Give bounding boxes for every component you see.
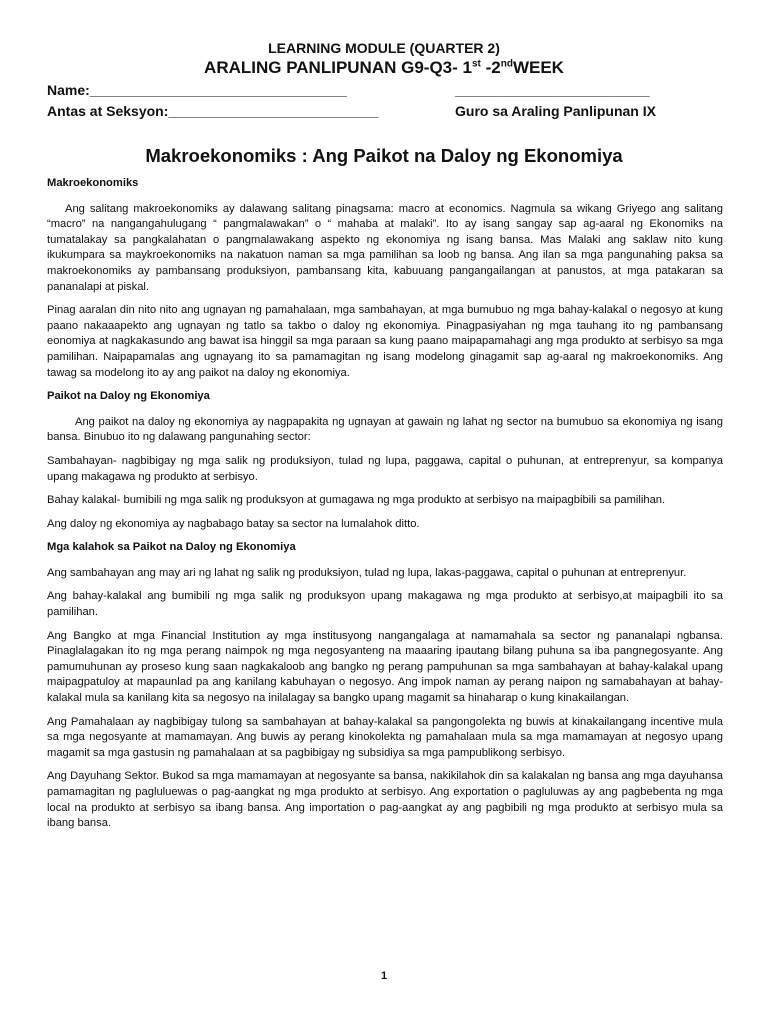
section-field[interactable]: Antas at Seksyon:___________________________ <box>47 103 379 119</box>
paragraph: Ang Dayuhang Sektor. Bukod sa mga mamamayan at negosyante sa bansa, nakikilahok din sa kalakalan ng bansa ang mga dayuhansa pamamagitan ng pagluluewas o pag-aangkat ng mga produkto at serbisyo. Ang exportation o pagluluwas ay ang pagbebenta ng mga local na produkto at serbisyo sa ibang bansa. Ang importation o pag-aangkat ay ang pagbibili ng mga produkto at serbisyo mula sa ibang bansa. <box>47 770 723 830</box>
page-title: Makroekonomiks : Ang Paikot na Daloy ng Ekonomiya <box>145 145 623 166</box>
subject-mid: -2 <box>480 58 501 77</box>
paragraph: Ang bahay-kalakal ang bumibili ng mga salik ng produksyon upang makagawa ng mga produkto at serbisyo,at maipagbili ito sa pamilihan. <box>47 590 723 619</box>
section-heading: Paikot na Daloy ng Ekonomiya <box>47 390 210 403</box>
paragraph: Ang sambahayan ang may ari ng lahat ng salik ng produksiyon, tulad ng lupa, lakas-paggawa, capital o puhunan at entreprenyur. <box>47 566 687 579</box>
module-header-title: LEARNING MODULE (QUARTER 2) <box>268 40 500 56</box>
name-row <box>47 82 687 98</box>
paragraph: Bahay kalakal- bumibili ng mga salik ng produksyon at gumagawa ng mga produkto at serbisyo na maipagbibili sa pamilihan. <box>47 494 666 507</box>
name-blank-right[interactable]: _________________________ <box>455 82 650 98</box>
section-heading: Makroekonomiks <box>47 177 139 189</box>
paragraph: Ang daloy ng ekonomiya ay nagbabago batay sa sector na lumalahok ditto. <box>47 517 420 530</box>
paragraph: Pinag aaralan din nito nito ang ugnayan ng pamahalaan, mga sambahayan, at mga bumubuo ng mga bahay-kalakal o negosyo at kung paano nakaaapekto ang ugnayan ng tatlo sa takbo o daloy ng ekonomiya. Pinagpasiyahan ng mga tauhang ito ng pambansang eonomiya at nagkakasundo ang bawat isa hinggil sa mga paraan sa kung paano maipapamahagi ang mga produkto at serbisyo sa mga pamilihan. Naipapamalas ang ugnayang ito sa pamamagitan ng isang modelong ginagamit sap ag-aaral ng makroekonomiks. Ang tawag sa modelong ito ay ang paikot na daloy ng ekonomiya. <box>47 304 723 379</box>
paragraph: Ang paikot na daloy ng ekonomiya ay nagpapakita ng ugnayan at gawain ng lahat ng sector na bumubuo sa ekonomiya ng isang bansa. Binubuo ito ng dalawang pangunahing sector: <box>47 415 723 444</box>
page-number: 1 <box>380 970 388 982</box>
module-body <box>47 176 723 840</box>
paragraph: Sambahayan- nagbibigay ng mga salik ng produksiyon, tulad ng lupa, paggawa, capital o puhunan, at entreprenyur, sa kompanya upang makagawa ng produkto at serbisyo. <box>47 454 723 483</box>
paragraph: Ang Pamahalaan ay nagbibigay tulong sa sambahayan at bahay-kalakal sa pangongolekta ng buwis at kinakailangang incentive mula sa mga negosyante at mamamayan. Ang buwis ay perang kinokolekta ng pamahalaan mula sa mga mamamayan at negosyo upang magamit sa mga gastusin ng pamahalaan at sa pagbibigay ng subsidiya sa mga pampublikong serbisyo. <box>47 715 723 759</box>
name-field[interactable]: Name:_________________________________ <box>47 82 347 98</box>
module-header-subject <box>0 58 768 78</box>
section-row <box>47 103 687 119</box>
superscript-nd: nd <box>500 58 513 70</box>
subject-text: ARALING PANLIPUNAN G9-Q3- 1 <box>204 58 472 77</box>
subject-week: WEEK <box>512 58 564 77</box>
teacher-label: Guro sa Araling Panlipunan IX <box>455 103 656 119</box>
paragraph: Ang Bangko at mga Financial Institution ay mga institusyong nangangalaga at namamahala sa sector ng pananalapi ngbansa. Pinaglalagakan ito ng mga perang naimpok ng mga negosyanteng na maaaring ipautang bilang puhuna sa iba pangnegosyante. Ang pamumuhunan ay proseso kung saan nagkakaloob ang bangko ng perang pampuhunan sa mga sambahayan at bahay-kalakal upang maipagpatuloy at mapaunlad pa ang kanilang kabuhayan o negosyo. Ang impok naman ay perang naipon ng samabahayan at bahay-kalakal mula sa kanilang kita sa negosyo na inilalagay sa bangko upang magamit sa hinaharap o kung kinakailangan. <box>47 629 723 705</box>
section-heading: Mga kalahok sa Paikot na Daloy ng Ekonomiya <box>47 541 296 554</box>
superscript-st: st <box>471 58 481 70</box>
paragraph: Ang salitang makroekonomiks ay dalawang salitang pinagsama: macro at economics. Nagmula sa wikang Griyego ang salitang “macro” na nangangahulugang “ pangmalawakan” o “ mahaba at malaki”. Ito ay isang sangay sap ag-aaral ng Ekonomiks na tumatalakay sa pangkalahatan o pangmalawakang aspekto ng ekonomiya ng isang bansa. Mas Malaki ang saklaw nito kung ikukumpara sa maykroekonomiks na nakatuon naman sa mga pamilihan sa loob ng bansa. Ang ilan sa mga pangunahing paksa sa makroekonomiks ay pambansang produksiyon, pambansang kita, kabuuang pangangailangan at panustos, at mga patakaran sa pananalapi at piskal. <box>47 202 723 293</box>
